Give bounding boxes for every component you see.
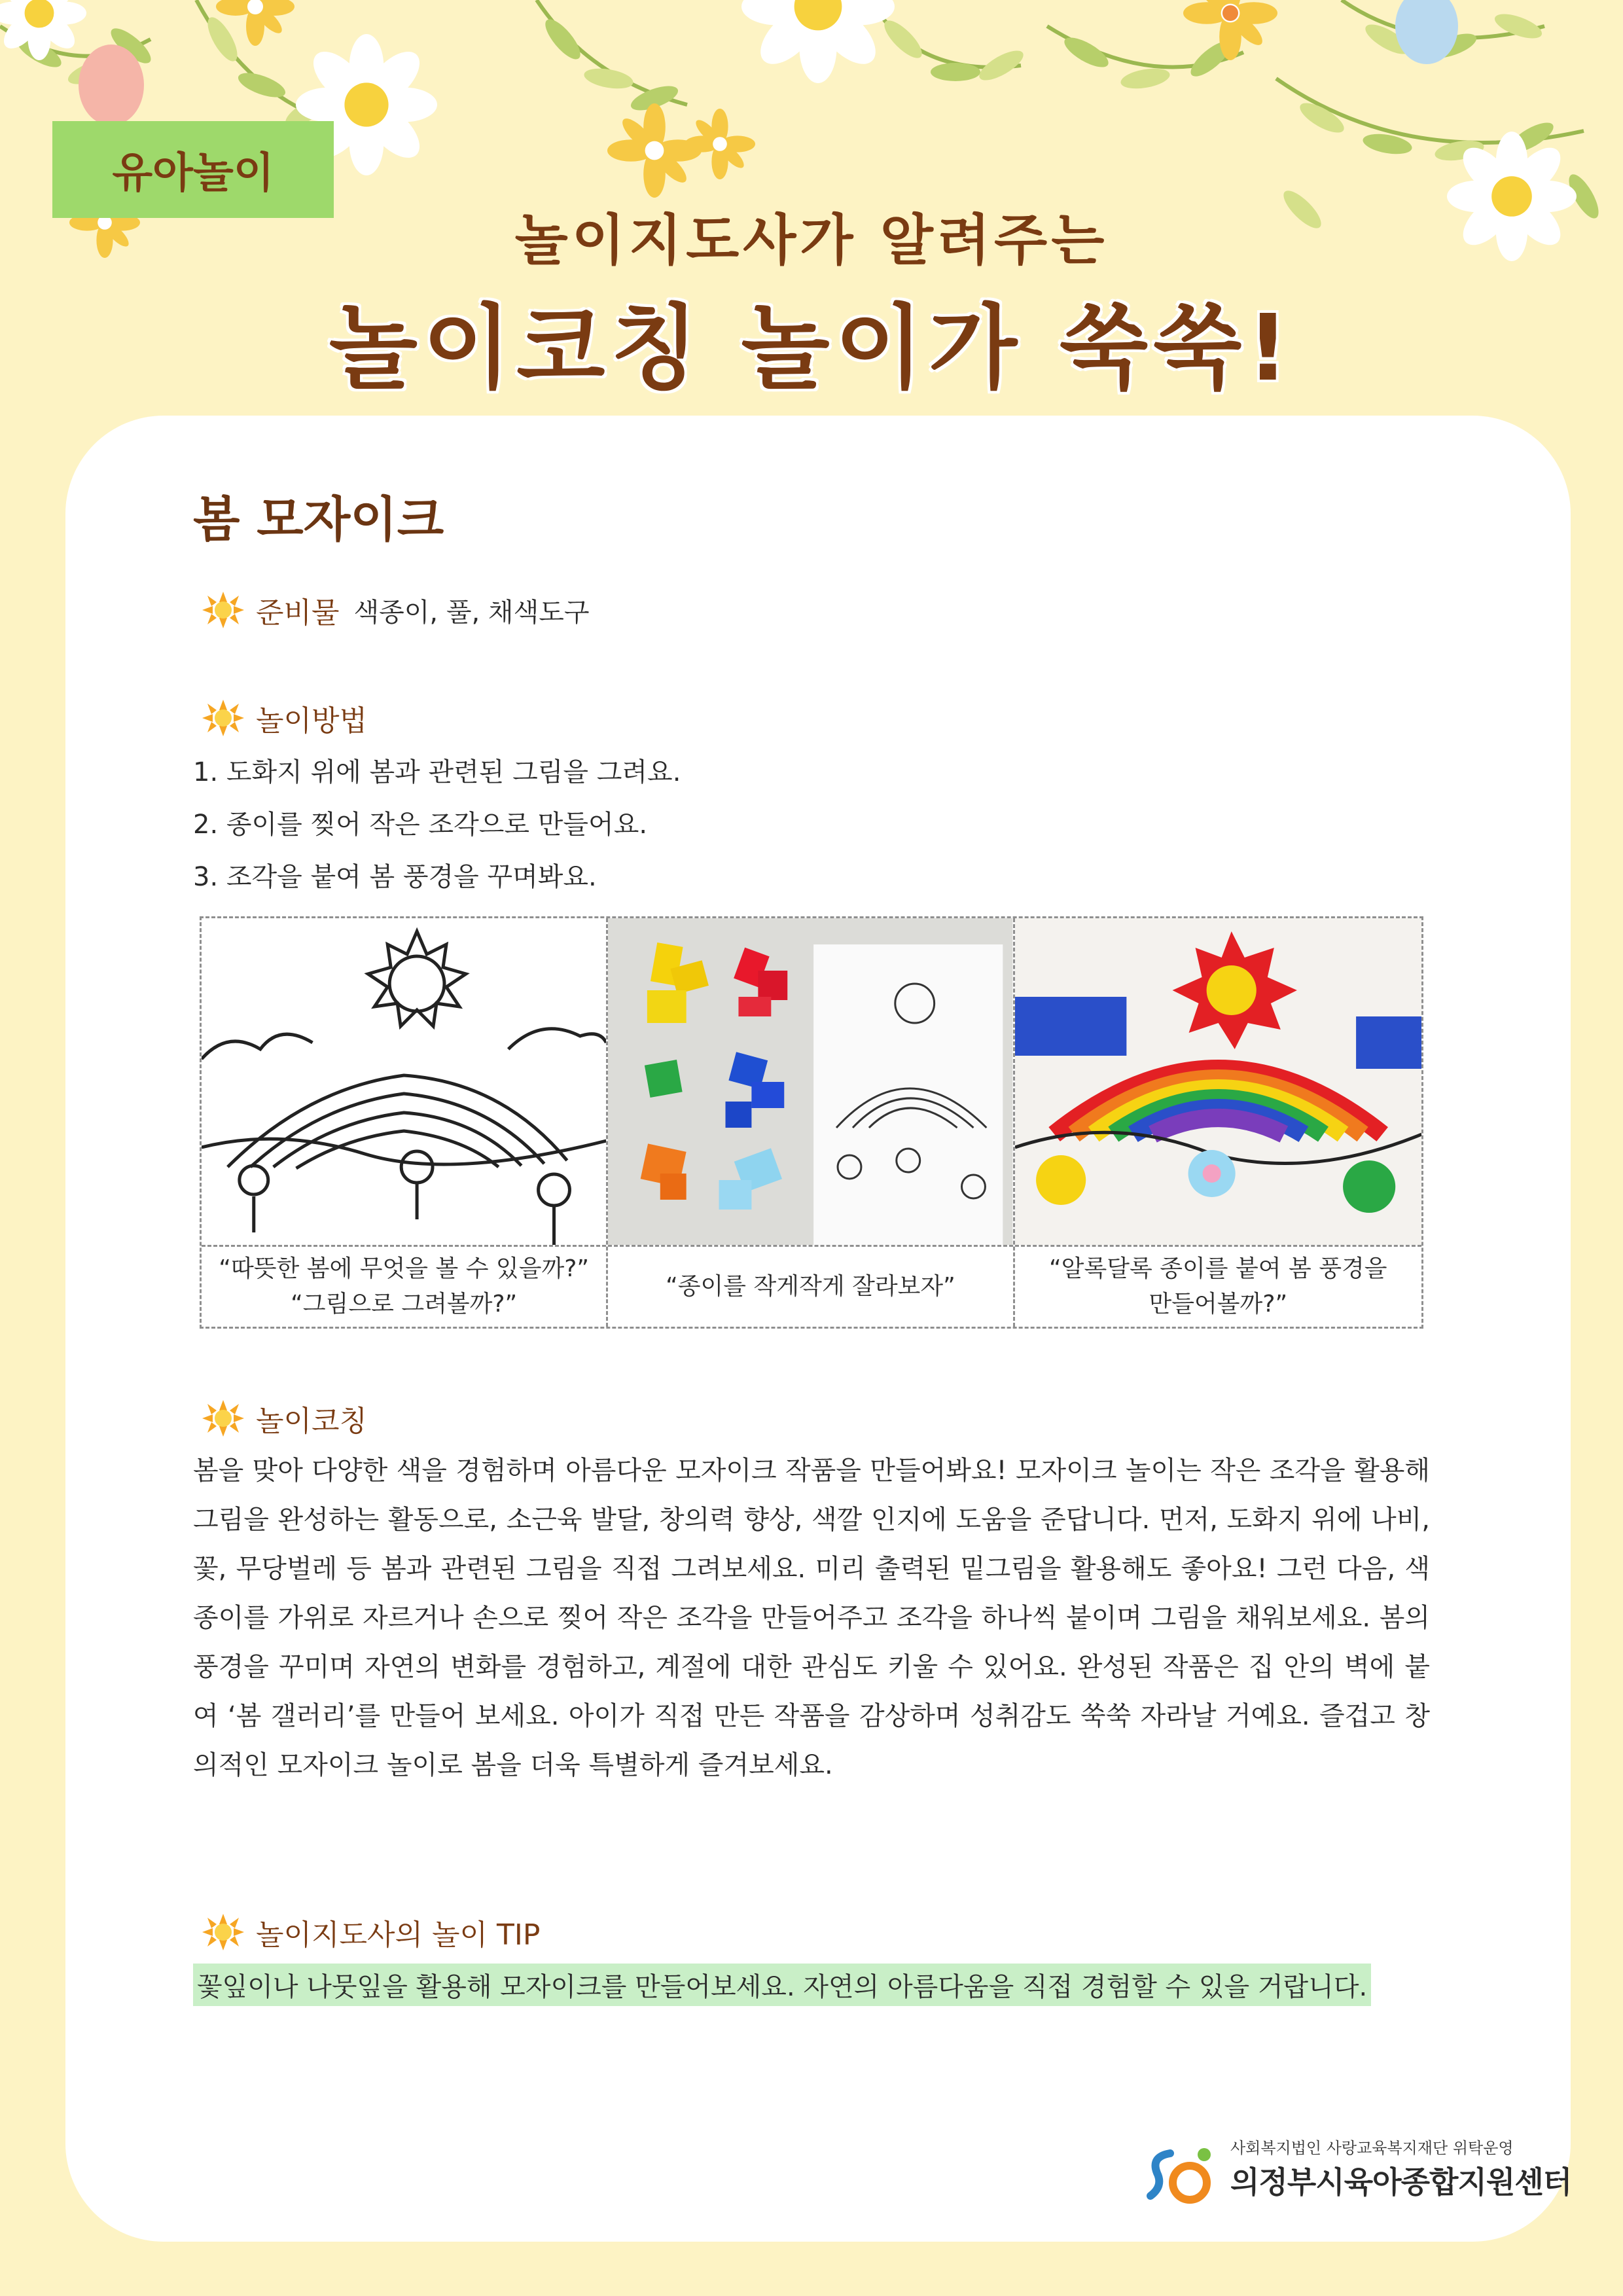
caption-line: “그림으로 그려볼까?” <box>291 1291 518 1318</box>
sun-bullet-icon <box>200 698 247 738</box>
materials-heading: 준비물 <box>256 596 340 630</box>
caption-line: 만들어볼까?” <box>1149 1291 1288 1318</box>
photo-panel-finished-mosaic <box>1015 918 1421 1327</box>
materials-list: 색종이, 풀, 채색도구 <box>353 597 590 628</box>
page-title: 놀이코칭 놀이가 쑥쑥! <box>329 295 1294 402</box>
coaching-heading: 놀이코칭 <box>256 1405 368 1438</box>
method-section <box>200 697 367 739</box>
category-badge: 유아놀이 <box>52 121 334 218</box>
coloring-sheet-image <box>202 918 606 1249</box>
page-subtitle: 놀이지도사가 알려주는 <box>514 208 1109 272</box>
photo-caption <box>202 1245 606 1327</box>
method-heading: 놀이방법 <box>256 704 368 738</box>
caption-line: “종이를 작게작게 잘라보자” <box>666 1273 955 1300</box>
sun-bullet-icon <box>200 1912 247 1952</box>
caption-line: “알록달록 종이를 붙여 봄 풍경을 <box>1049 1255 1387 1282</box>
photo-caption <box>1015 1245 1421 1327</box>
step-item: 2. 종이를 찢어 작은 조각으로 만들어요. <box>193 810 648 840</box>
example-photo-strip <box>200 916 1423 1329</box>
coaching-paragraph: 봄을 맞아 다양한 색을 경험하며 아름다운 모자이크 작품을 만들어봐요! 모자이크 놀이는 작은 조각을 활용해 그림을 완성하는 활동으로, 소근육 발달, 창의력 향상, 색깔 인지에 도움을 준답니다. 먼저, 도화지 위에 나비, 꽃, 무당벌레 등 봄과 관련된 그림을 직접 그려보세요. 미리 출력된 밑그림을 활용해도 좋아요! 그런 다음, 색종이를 가위로 자르거나 손으로 찢어 작은 조각을 만들어주고 조각을 하나씩 붙이며 그림을 채워보세요. 봄의 풍경을 꾸미며 자연의 변화를 경험하고, 계절에 대한 관심도 키울 수 있어요. 완성된 작품은 집 안의 벽에 붙여 ‘봄 갤러리’를 만들어 보세요. 아이가 직접 만든 작품을 감상하며 성취감도 쑥쑥 자라날 거예요. 즐겁고 창의적인 모자이크 놀이로 봄을 더욱 특별하게 즐겨보세요. <box>193 1456 1430 1780</box>
organization-operator: 사회복지법인 사랑교육복지재단 위탁운영 <box>1230 2139 1514 2157</box>
photo-panel-drawing <box>202 918 608 1327</box>
materials-section <box>200 589 590 631</box>
tip-section <box>200 1911 540 1953</box>
caption-line: “따뜻한 봄에 무엇을 볼 수 있을까?” <box>219 1255 590 1282</box>
photo-panel-paper-pieces <box>608 918 1014 1327</box>
photo-caption <box>608 1245 1012 1327</box>
organization-logo-mark <box>1144 2140 1226 2206</box>
tip-text: 꽃잎이나 나뭇잎을 활용해 모자이크를 만들어보세요. 자연의 아름다움을 직접 경험할 수 있을 거랍니다. <box>193 1964 1371 2006</box>
coaching-section <box>200 1397 367 1439</box>
activity-title: 봄 모자이크 <box>193 492 444 548</box>
torn-paper-pieces-image <box>608 918 1012 1249</box>
finished-mosaic-image <box>1015 918 1421 1249</box>
sun-bullet-icon <box>200 590 247 630</box>
tip-heading: 놀이지도사의 놀이 TIP <box>256 1918 541 1952</box>
organization-logo <box>1144 2135 1572 2207</box>
step-item: 1. 도화지 위에 봄과 관련된 그림을 그려요. <box>193 757 681 787</box>
method-steps <box>193 746 681 903</box>
sun-bullet-icon <box>200 1399 247 1438</box>
organization-name: 의정부시육아종합지원센터 <box>1230 2164 1572 2200</box>
step-item: 3. 조각을 붙여 봄 풍경을 꾸며봐요. <box>193 862 597 892</box>
